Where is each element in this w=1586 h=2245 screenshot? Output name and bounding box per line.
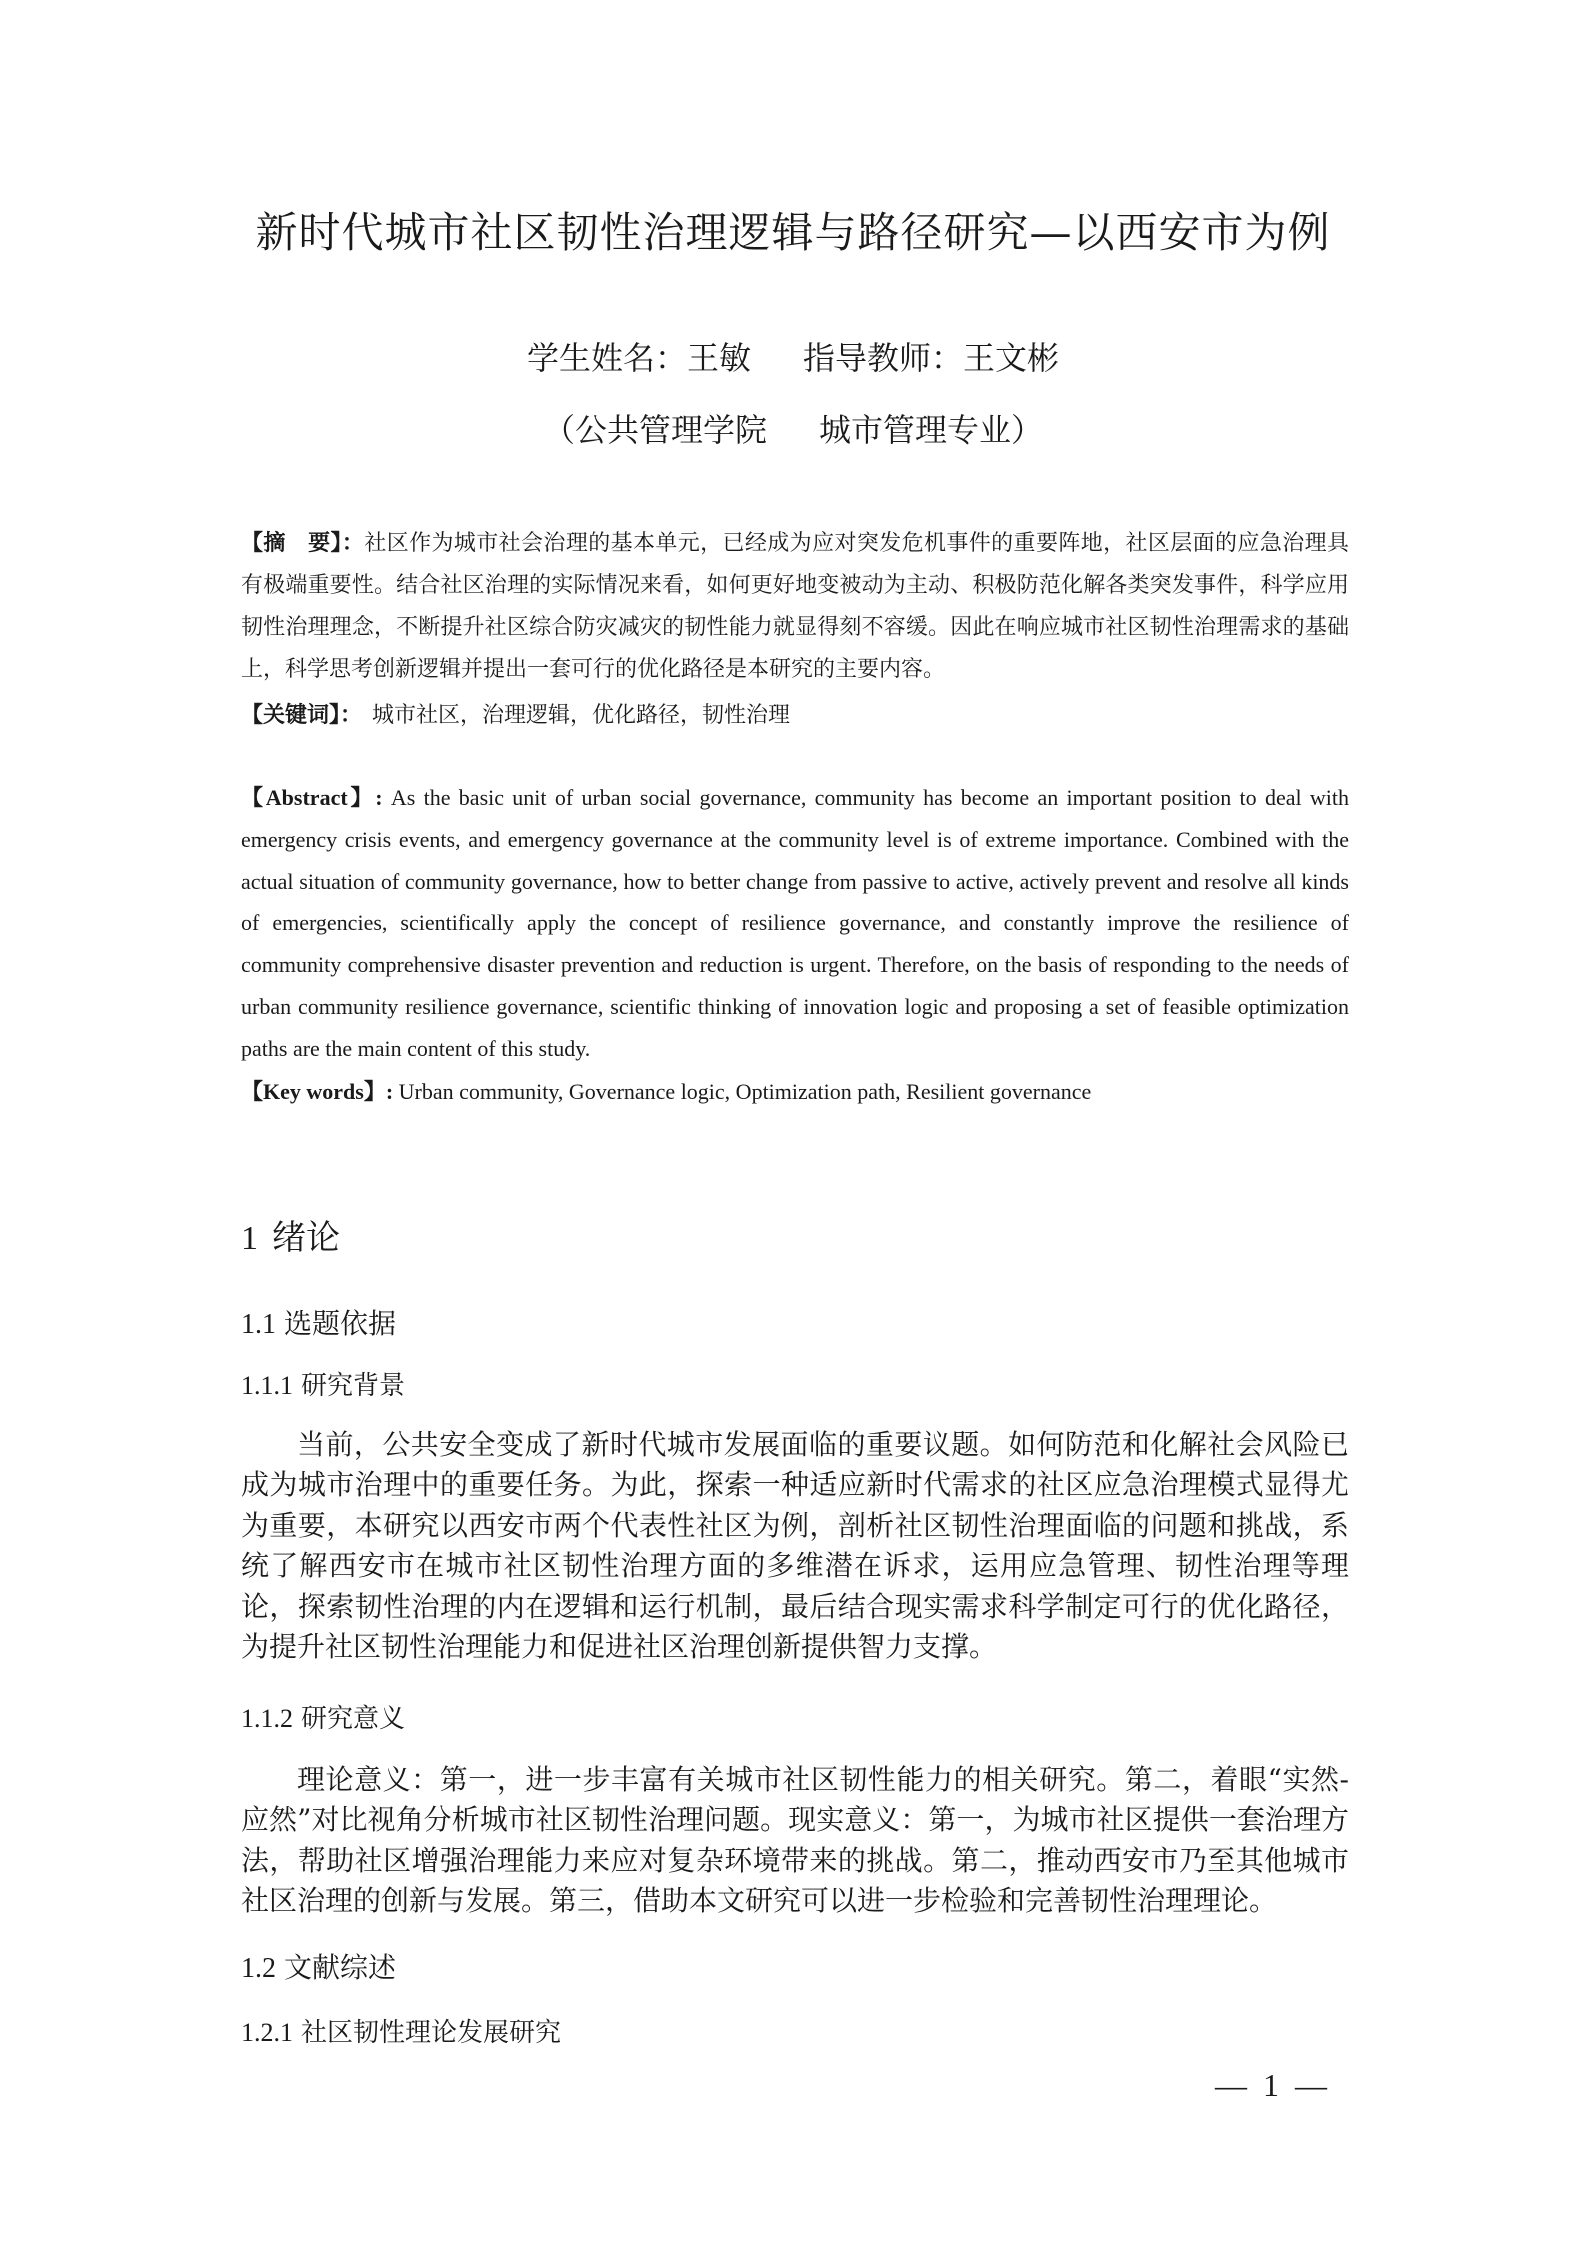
subsection-title: 社区韧性理论发展研究 [301, 2018, 562, 2048]
section-heading-1-1 [241, 1304, 396, 1345]
subsection-heading-1-1-1 [241, 1368, 405, 1404]
section-number: 1.2 [241, 1953, 276, 1984]
subsection-title: 研究意义 [301, 1704, 406, 1734]
abstract-english-text: As the basic unit of urban social governance, community has become an important position to deal with emergency crisis events, and emergency governance at the community level is of extreme importance. Combined with the actual situation of community governance, how to better change from passive to active, actively prevent and resolve all kinds of emergencies, scientifically apply the concept of resilience governance, and constantly improve the resilience of community comprehensive disaster prevention and reduction is urgent. Therefore, on the basis of responding to the needs of urban community resilience governance, scientific thinking of innovation logic and proposing a set of feasible optimization paths are the main content of this study. [241, 785, 1350, 1061]
section-heading-1-2 [241, 1948, 396, 1989]
keywords-english-text: Urban community, Governance logic, Optimization path, Resilient governance [398, 1079, 1092, 1104]
keywords-english-label: 【Key words】: [241, 1079, 394, 1104]
subsection-title: 研究背景 [301, 1371, 406, 1401]
abstract-english-label: 【Abstract】: [241, 785, 383, 810]
advisor-name: 指导教师：王文彬 [803, 339, 1060, 377]
chapter-heading [241, 1214, 340, 1263]
abstract-chinese-text: 社区作为城市社会治理的基本单元，已经成为应对突发危机事件的重要阵地，社区层面的应急治理具有极端重要性。结合社区治理的实际情况来看，如何更好地变被动为主动、积极防范化解各类突发事件，科学应用韧性治理理念，不断提升社区综合防灾减灾的韧性能力就显得刻不容缓。因此在响应城市社区韧性治理需求的基础上，科学思考创新逻辑并提出一套可行的优化路径是本研究的主要内容。 [241, 531, 1349, 682]
chapter-number: 1 [241, 1220, 258, 1257]
major-name: 城市管理专业） [819, 411, 1044, 449]
department-line [0, 408, 1586, 452]
college-name: （公共管理学院 [542, 411, 767, 449]
student-name: 学生姓名：王敏 [526, 339, 751, 377]
keywords-chinese-label: 【关键词】： [241, 702, 363, 728]
subsection-heading-1-1-2 [241, 1701, 405, 1737]
subsection-number: 1.2.1 [241, 2018, 293, 2047]
abstract-english [241, 777, 1349, 1070]
abstract-chinese-label: 【摘 要】： [241, 530, 365, 556]
abstract-chinese [241, 522, 1349, 691]
section-title: 文献综述 [284, 1951, 397, 1984]
section-number: 1.1 [241, 1309, 276, 1340]
page-number: — 1 — [1215, 2067, 1331, 2103]
subsection-number: 1.1.1 [241, 1371, 293, 1400]
chapter-title: 绪论 [272, 1218, 340, 1258]
subsection-number: 1.1.2 [241, 1704, 293, 1733]
subsection-heading-1-2-1 [241, 2015, 561, 2051]
byline [0, 336, 1586, 380]
paper-title: 新时代城市社区韧性治理逻辑与路径研究—以西安市为例 [255, 208, 1331, 257]
keywords-chinese [241, 694, 1349, 737]
keywords-english [241, 1071, 1349, 1113]
paragraph-significance: 理论意义：第一，进一步丰富有关城市社区韧性能力的相关研究。第二，着眼“实然-应然”对比视角分析城市社区韧性治理问题。现实意义：第一，为城市社区提供一套治理方法，帮助社区增强治理能力来应对复杂环境带来的挑战。第二，推动西安市乃至其他城市社区治理的创新与发展。第三，借助本文研究可以进一步检验和完善韧性治理理论。 [241, 1763, 1349, 1918]
section-title: 选题依据 [284, 1307, 397, 1340]
paragraph-background: 当前，公共安全变成了新时代城市发展面临的重要议题。如何防范和化解社会风险已成为城市治理中的重要任务。为此，探索一种适应新时代需求的社区应急治理模式显得尤为重要，本研究以西安市两个代表性社区为例，剖析社区韧性治理面临的问题和挑战，系统了解西安市在城市社区韧性治理方面的多维潜在诉求，运用应急管理、韧性治理等理论，探索韧性治理的内在逻辑和运行机制，最后结合现实需求科学制定可行的优化路径，为提升社区韧性治理能力和促进社区治理创新提供智力支撑。 [241, 1428, 1349, 1664]
keywords-chinese-text: 城市社区，治理逻辑，优化路径，韧性治理 [372, 703, 791, 728]
